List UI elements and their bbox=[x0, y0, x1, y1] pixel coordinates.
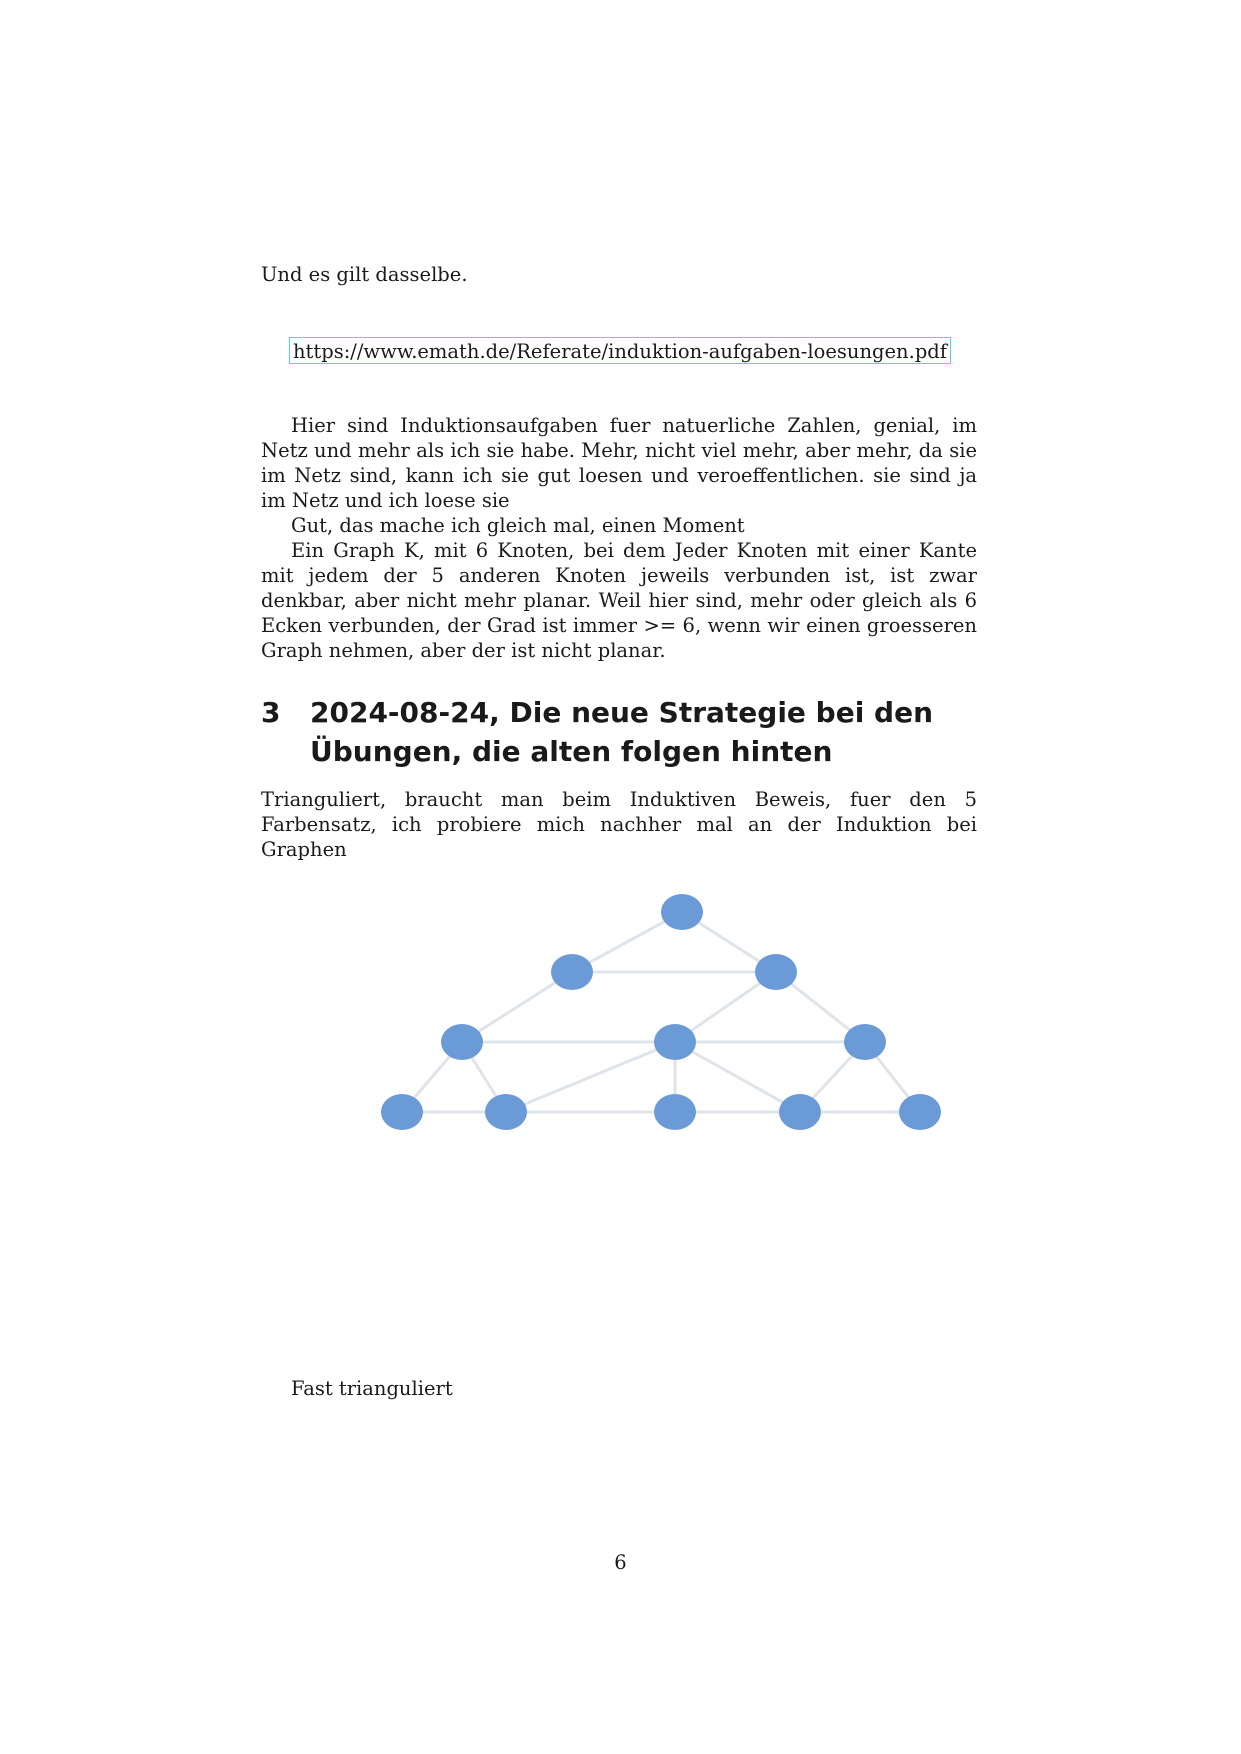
graph-node bbox=[755, 954, 797, 990]
graph-edges bbox=[402, 912, 920, 1112]
paragraph-3: Ein Graph K, mit 6 Knoten, bei dem Jeder Knoten mit einer Kante mit jedem der 5 anderen Knoten jeweils verbunden ist, ist zwar denkbar, aber nicht mehr planar. Weil hier sind, mehr oder gleich als 6 Ecken verbunden, der Grad ist immer >= 6, wenn wir einen groesseren Graph nehmen, aber der ist nicht planar. bbox=[261, 539, 977, 662]
graph-nodes bbox=[381, 894, 941, 1130]
triangulated-graph-figure bbox=[360, 890, 960, 1210]
graph-node bbox=[844, 1024, 886, 1060]
graph-node bbox=[551, 954, 593, 990]
graph-node bbox=[381, 1094, 423, 1130]
section-number: 3 bbox=[261, 696, 281, 729]
graph-node bbox=[654, 1094, 696, 1130]
graph-node bbox=[441, 1024, 483, 1060]
graph-node bbox=[654, 1024, 696, 1060]
intro-line: Und es gilt dasselbe. bbox=[261, 263, 468, 286]
reference-link[interactable]: https://www.emath.de/Referate/induktion-aufgaben-loesungen.pdf bbox=[289, 337, 951, 364]
graph-edge bbox=[506, 1042, 675, 1112]
page-number: 6 bbox=[614, 1551, 627, 1574]
graph-node bbox=[485, 1094, 527, 1130]
graph-node bbox=[779, 1094, 821, 1130]
paragraph-1: Hier sind Induktionsaufgaben fuer natuerliche Zahlen, genial, im Netz und mehr als ich sie habe. Mehr, nicht viel mehr, aber mehr, da sie im Netz sind, kann ich sie gut loesen und veroeffentlichen. sie sind ja im Netz und ich loese sie bbox=[261, 414, 977, 512]
section-paragraph: Trianguliert, braucht man beim Induktiven Beweis, fuer den 5 Farbensatz, ich probiere mich nachher mal an der Induktion bei Graphen bbox=[261, 788, 977, 861]
graph-node bbox=[899, 1094, 941, 1130]
graph-node bbox=[661, 894, 703, 930]
graph-edge bbox=[675, 1042, 800, 1112]
paragraph-2: Gut, das mache ich gleich mal, einen Moment bbox=[291, 514, 745, 537]
section-title: 2024-08-24, Die neue Strategie bei den Übungen, die alten folgen hinten bbox=[310, 696, 934, 768]
figure-caption: Fast trianguliert bbox=[291, 1377, 453, 1400]
